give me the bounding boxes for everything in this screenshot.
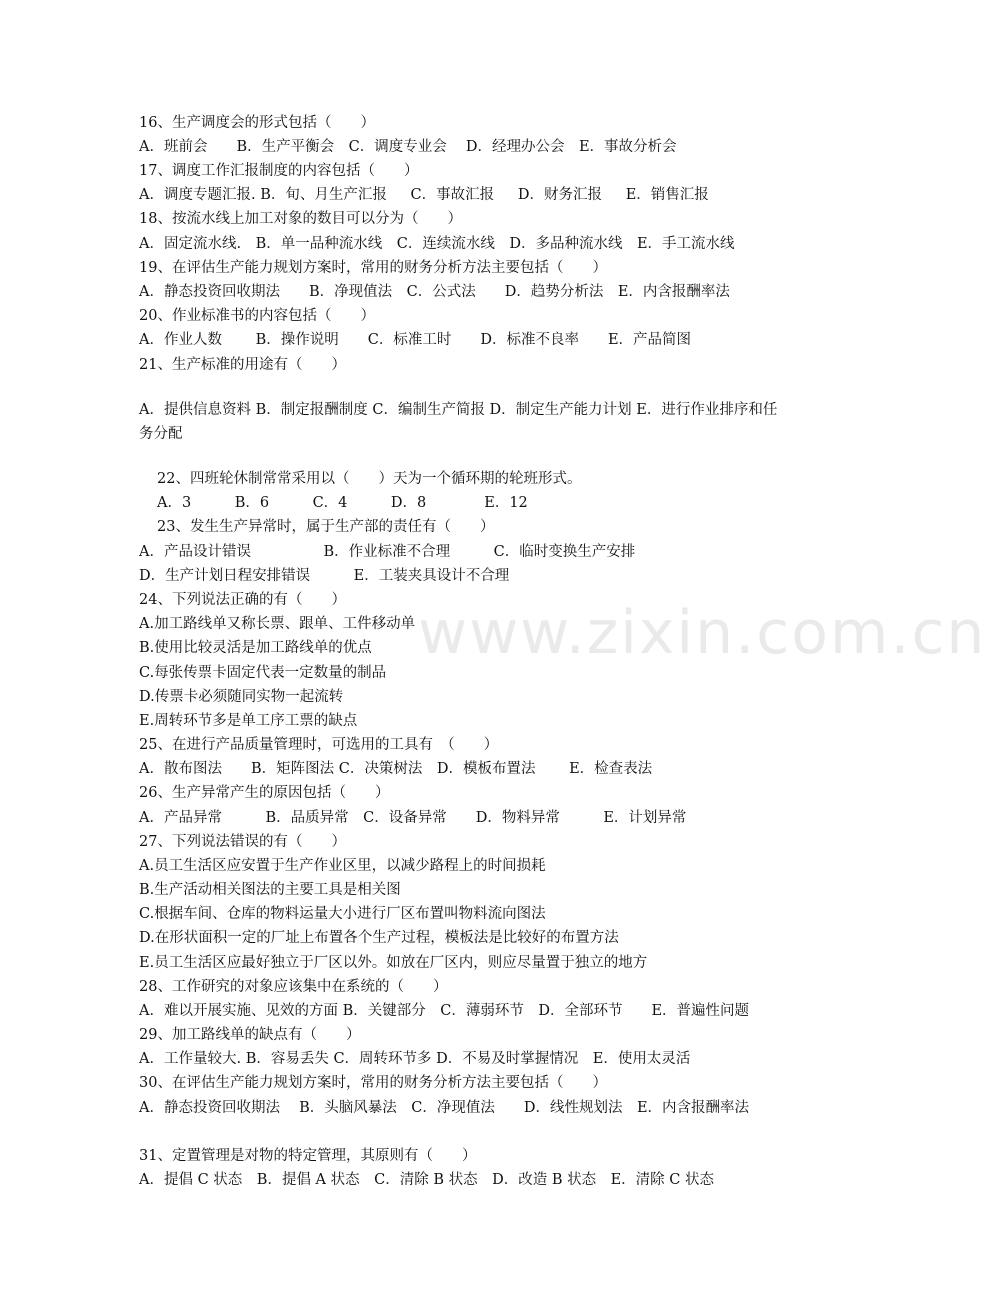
options-16: A．班前会 B．生产平衡会 C．调度专业会 D．经理办公会 E．事故分析会 bbox=[139, 139, 677, 155]
question-21: 21、生产标准的用途有（ ） bbox=[139, 357, 346, 373]
question-24: 24、下列说法正确的有（ ） bbox=[139, 592, 346, 608]
statement-27-a: A.员工生活区应安置于生产作业区里，以减少路程上的时间损耗 bbox=[139, 858, 546, 874]
statement-24-d: D.传票卡必须随同实物一起流转 bbox=[139, 689, 344, 705]
question-31: 31、定置管理是对物的特定管理，其原则有（ ） bbox=[139, 1148, 477, 1164]
options-25: A．散布图法 B．矩阵图法 C．决策树法 D．模板布置法 E．检查表法 bbox=[139, 761, 653, 777]
question-27: 27、下列说法错误的有（ ） bbox=[139, 834, 346, 850]
options-21: A．提供信息资料 B．制定报酬制度 C．编制生产简报 D．制定生产能力计划 E．进行作业排序和任务分配 bbox=[139, 402, 778, 442]
options-22: A．3 B．6 C．4 D．8 E．12 bbox=[157, 495, 528, 511]
question-17: 17、调度工作汇报制度的内容包括（ ） bbox=[139, 163, 419, 179]
question-29: 29、加工路线单的缺点有（ ） bbox=[139, 1027, 361, 1043]
question-23: 23、发生生产异常时，属于生产部的责任有（ ） bbox=[157, 519, 495, 535]
statement-27-e: E.员工生活区应最好独立于厂区以外。如放在厂区内，则应尽量置于独立的地方 bbox=[139, 955, 648, 971]
statement-24-e: E.周转环节多是单工序工票的缺点 bbox=[139, 713, 358, 729]
question-26: 26、生产异常产生的原因包括（ ） bbox=[139, 785, 390, 801]
question-16: 16、生产调度会的形式包括（ ） bbox=[139, 115, 375, 131]
options-30: A．静态投资回收期法 B．头脑风暴法 C．净现值法 D．线性规划法 E．内含报酬率法 bbox=[139, 1100, 750, 1116]
question-28: 28、工作研究的对象应该集中在系统的（ ） bbox=[139, 979, 448, 995]
options-23-a: A．产品设计错误 B．作业标准不合理 C．临时变换生产安排 bbox=[139, 544, 636, 560]
question-18: 18、按流水线上加工对象的数目可以分为（ ） bbox=[139, 211, 462, 227]
statement-27-d: D.在形状面积一定的厂址上布置各个生产过程，模板法是比较好的布置方法 bbox=[139, 930, 619, 946]
statement-24-a: A.加工路线单又称长票、跟单、工件移动单 bbox=[139, 616, 416, 632]
statement-27-b: B.生产活动相关图法的主要工具是相关图 bbox=[139, 882, 401, 898]
statement-24-b: B.使用比较灵活是加工路线单的优点 bbox=[139, 640, 372, 656]
question-22: 22、四班轮休制常常采用以（ ）天为一个循环期的轮班形式。 bbox=[157, 471, 582, 487]
options-18: A．固定流水线. B．单一品种流水线 C．连续流水线 D．多品种流水线 E．手工流水线 bbox=[139, 236, 735, 252]
question-19: 19、在评估生产能力规划方案时，常用的财务分析方法主要包括（ ） bbox=[139, 260, 607, 276]
watermark: www.zixin.com.cn bbox=[418, 598, 986, 668]
question-30: 30、在评估生产能力规划方案时，常用的财务分析方法主要包括（ ） bbox=[139, 1075, 607, 1091]
options-20: A．作业人数 B．操作说明 C．标准工时 D．标准不良率 E．产品简图 bbox=[139, 332, 692, 348]
statement-24-c: C.每张传票卡固定代表一定数量的制品 bbox=[139, 665, 387, 681]
options-17: A．调度专题汇报. B．旬、月生产汇报 C．事故汇报 D．财务汇报 E．销售汇报 bbox=[139, 187, 709, 203]
options-26: A．产品异常 B．品质异常 C．设备异常 D．物料异常 E．计划异常 bbox=[139, 810, 687, 826]
statement-27-c: C.根据车间、仓库的物料运量大小进行厂区布置叫物料流向图法 bbox=[139, 906, 546, 922]
options-28: A．难以开展实施、见效的方面 B．关键部分 C．薄弱环节 D．全部环节 E．普遍性问题 bbox=[139, 1003, 750, 1019]
options-23-b: D．生产计划日程安排错误 E．工装夹具设计不合理 bbox=[139, 568, 510, 584]
options-29: A．工作量较大. B．容易丢失 C．周转环节多 D．不易及时掌握情况 E．使用太灵活 bbox=[139, 1051, 691, 1067]
question-25: 25、在进行产品质量管理时，可选用的工具有 （ ） bbox=[139, 737, 499, 753]
options-19: A．静态投资回收期法 B．净现值法 C．公式法 D．趋势分析法 E．内含报酬率法 bbox=[139, 284, 730, 300]
options-31: A．提倡 C 状态 B．提倡 A 状态 C．清除 B 状态 D．改造 B 状态 E．清除 C 状态 bbox=[139, 1172, 714, 1188]
question-20: 20、作业标准书的内容包括（ ） bbox=[139, 308, 375, 324]
